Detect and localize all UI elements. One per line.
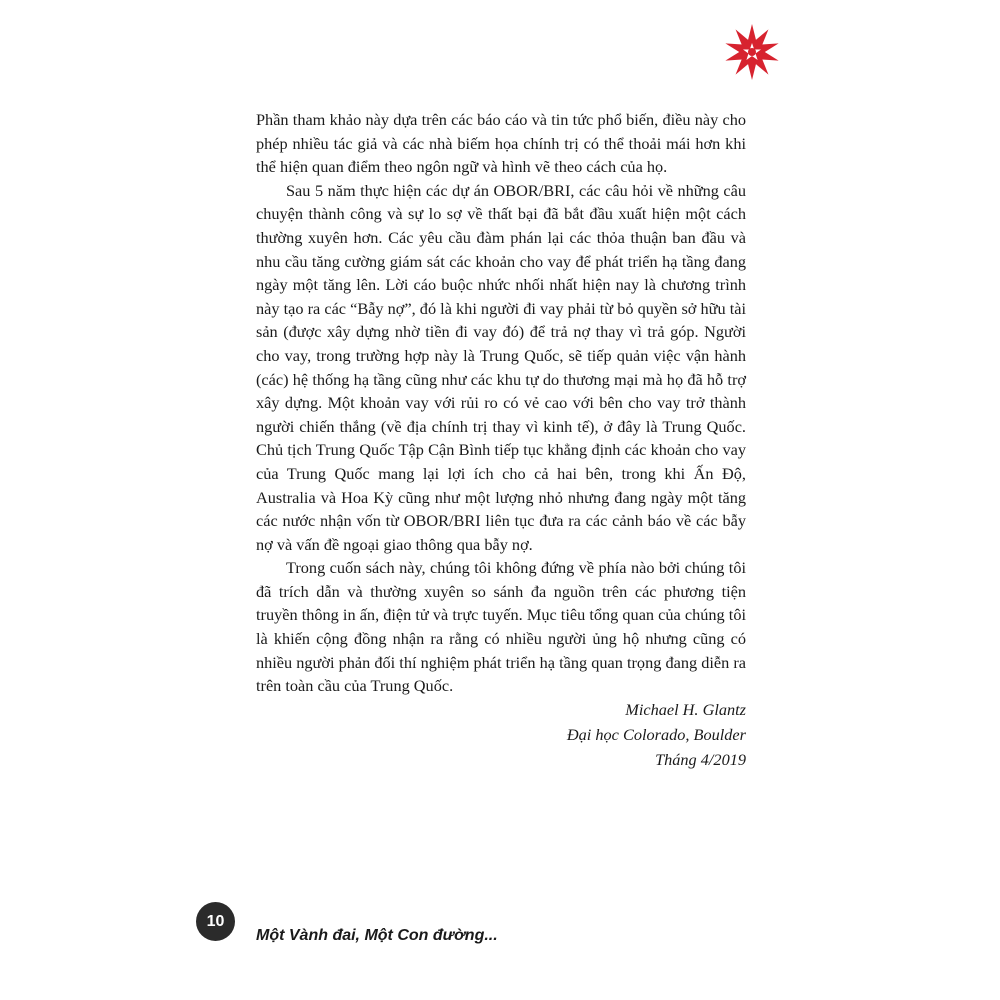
paragraph-2: Sau 5 năm thực hiện các dự án OBOR/BRI, các câu hỏi về những câu chuyện thành công và sự lo sợ về thất bại đã bắt đầu xuất hiện một cách thường xuyên hơn. Các yêu cầu đàm phán lại các thỏa thuận ban đầu và nhu cầu tăng cường giám sát các khoản cho vay để phát triển hạ tầng đang ngày một tăng lên. Lời cáo buộc nhức nhối nhất hiện nay là chương trình này tạo ra các “Bẫy nợ”, đó là khi người đi vay phải từ bỏ quyền sở hữu tài sản (được xây dựng nhờ tiền đi vay đó) để trả nợ thay vì trả góp. Người cho vay, trong trường hợp này là Trung Quốc, sẽ tiếp quản việc vận hành (các) hệ thống hạ tầng cũng như các khu tự do thương mại mà họ đã hỗ trợ xây dựng. Một khoản vay với rủi ro có vẻ cao với bên cho vay trở thành người chiến thắng (về địa chính trị thay vì kinh tế), ở đây là Trung Quốc. Chủ tịch Trung Quốc Tập Cận Bình tiếp tục khẳng định các khoản cho vay của Trung Quốc mang lại lợi ích cho cả hai bên, trong khi Ấn Độ, Australia và Hoa Kỳ cũng như một lượng nhỏ nhưng đang ngày một tăng các nước nhận vốn từ OBOR/BRI liên tục đưa ra các cảnh báo về các bẫy nợ và vấn đề ngoại giao thông qua bẫy nợ. [256, 180, 746, 554]
star-burst-logo-icon [722, 22, 782, 82]
author-affiliation: Đại học Colorado, Boulder [566, 725, 746, 744]
body-text [256, 108, 746, 698]
signature-block [456, 697, 746, 772]
paragraph-3: Trong cuốn sách này, chúng tôi không đứng về phía nào bởi chúng tôi đã trích dẫn và thường xuyên so sánh đa nguồn trên các phương tiện truyền thông in ấn, điện tử và trực tuyến. Mục tiêu tổng quan của chúng tôi là khiến cộng đồng nhận ra rằng có nhiều người ủng hộ nhưng cũng có nhiều người phản đối thí nghiệm phát triển hạ tầng quan trọng đang diễn ra trên toàn cầu của Trung Quốc. [256, 558, 746, 696]
paragraph-1: Phần tham khảo này dựa trên các báo cáo và tin tức phổ biến, điều này cho phép nhiều tác giả và các nhà biếm họa chính trị có thể thoải mái hơn khi thể hiện quan điểm theo ngôn ngữ và hình vẽ theo cách của họ. [256, 110, 746, 177]
publisher-logo [722, 22, 782, 82]
author-name: Michael H. Glantz [625, 700, 746, 719]
signature-date: Tháng 4/2019 [655, 750, 746, 769]
running-title: Một Vành đai, Một Con đường... [256, 927, 498, 944]
page-number: 10 [196, 902, 235, 941]
